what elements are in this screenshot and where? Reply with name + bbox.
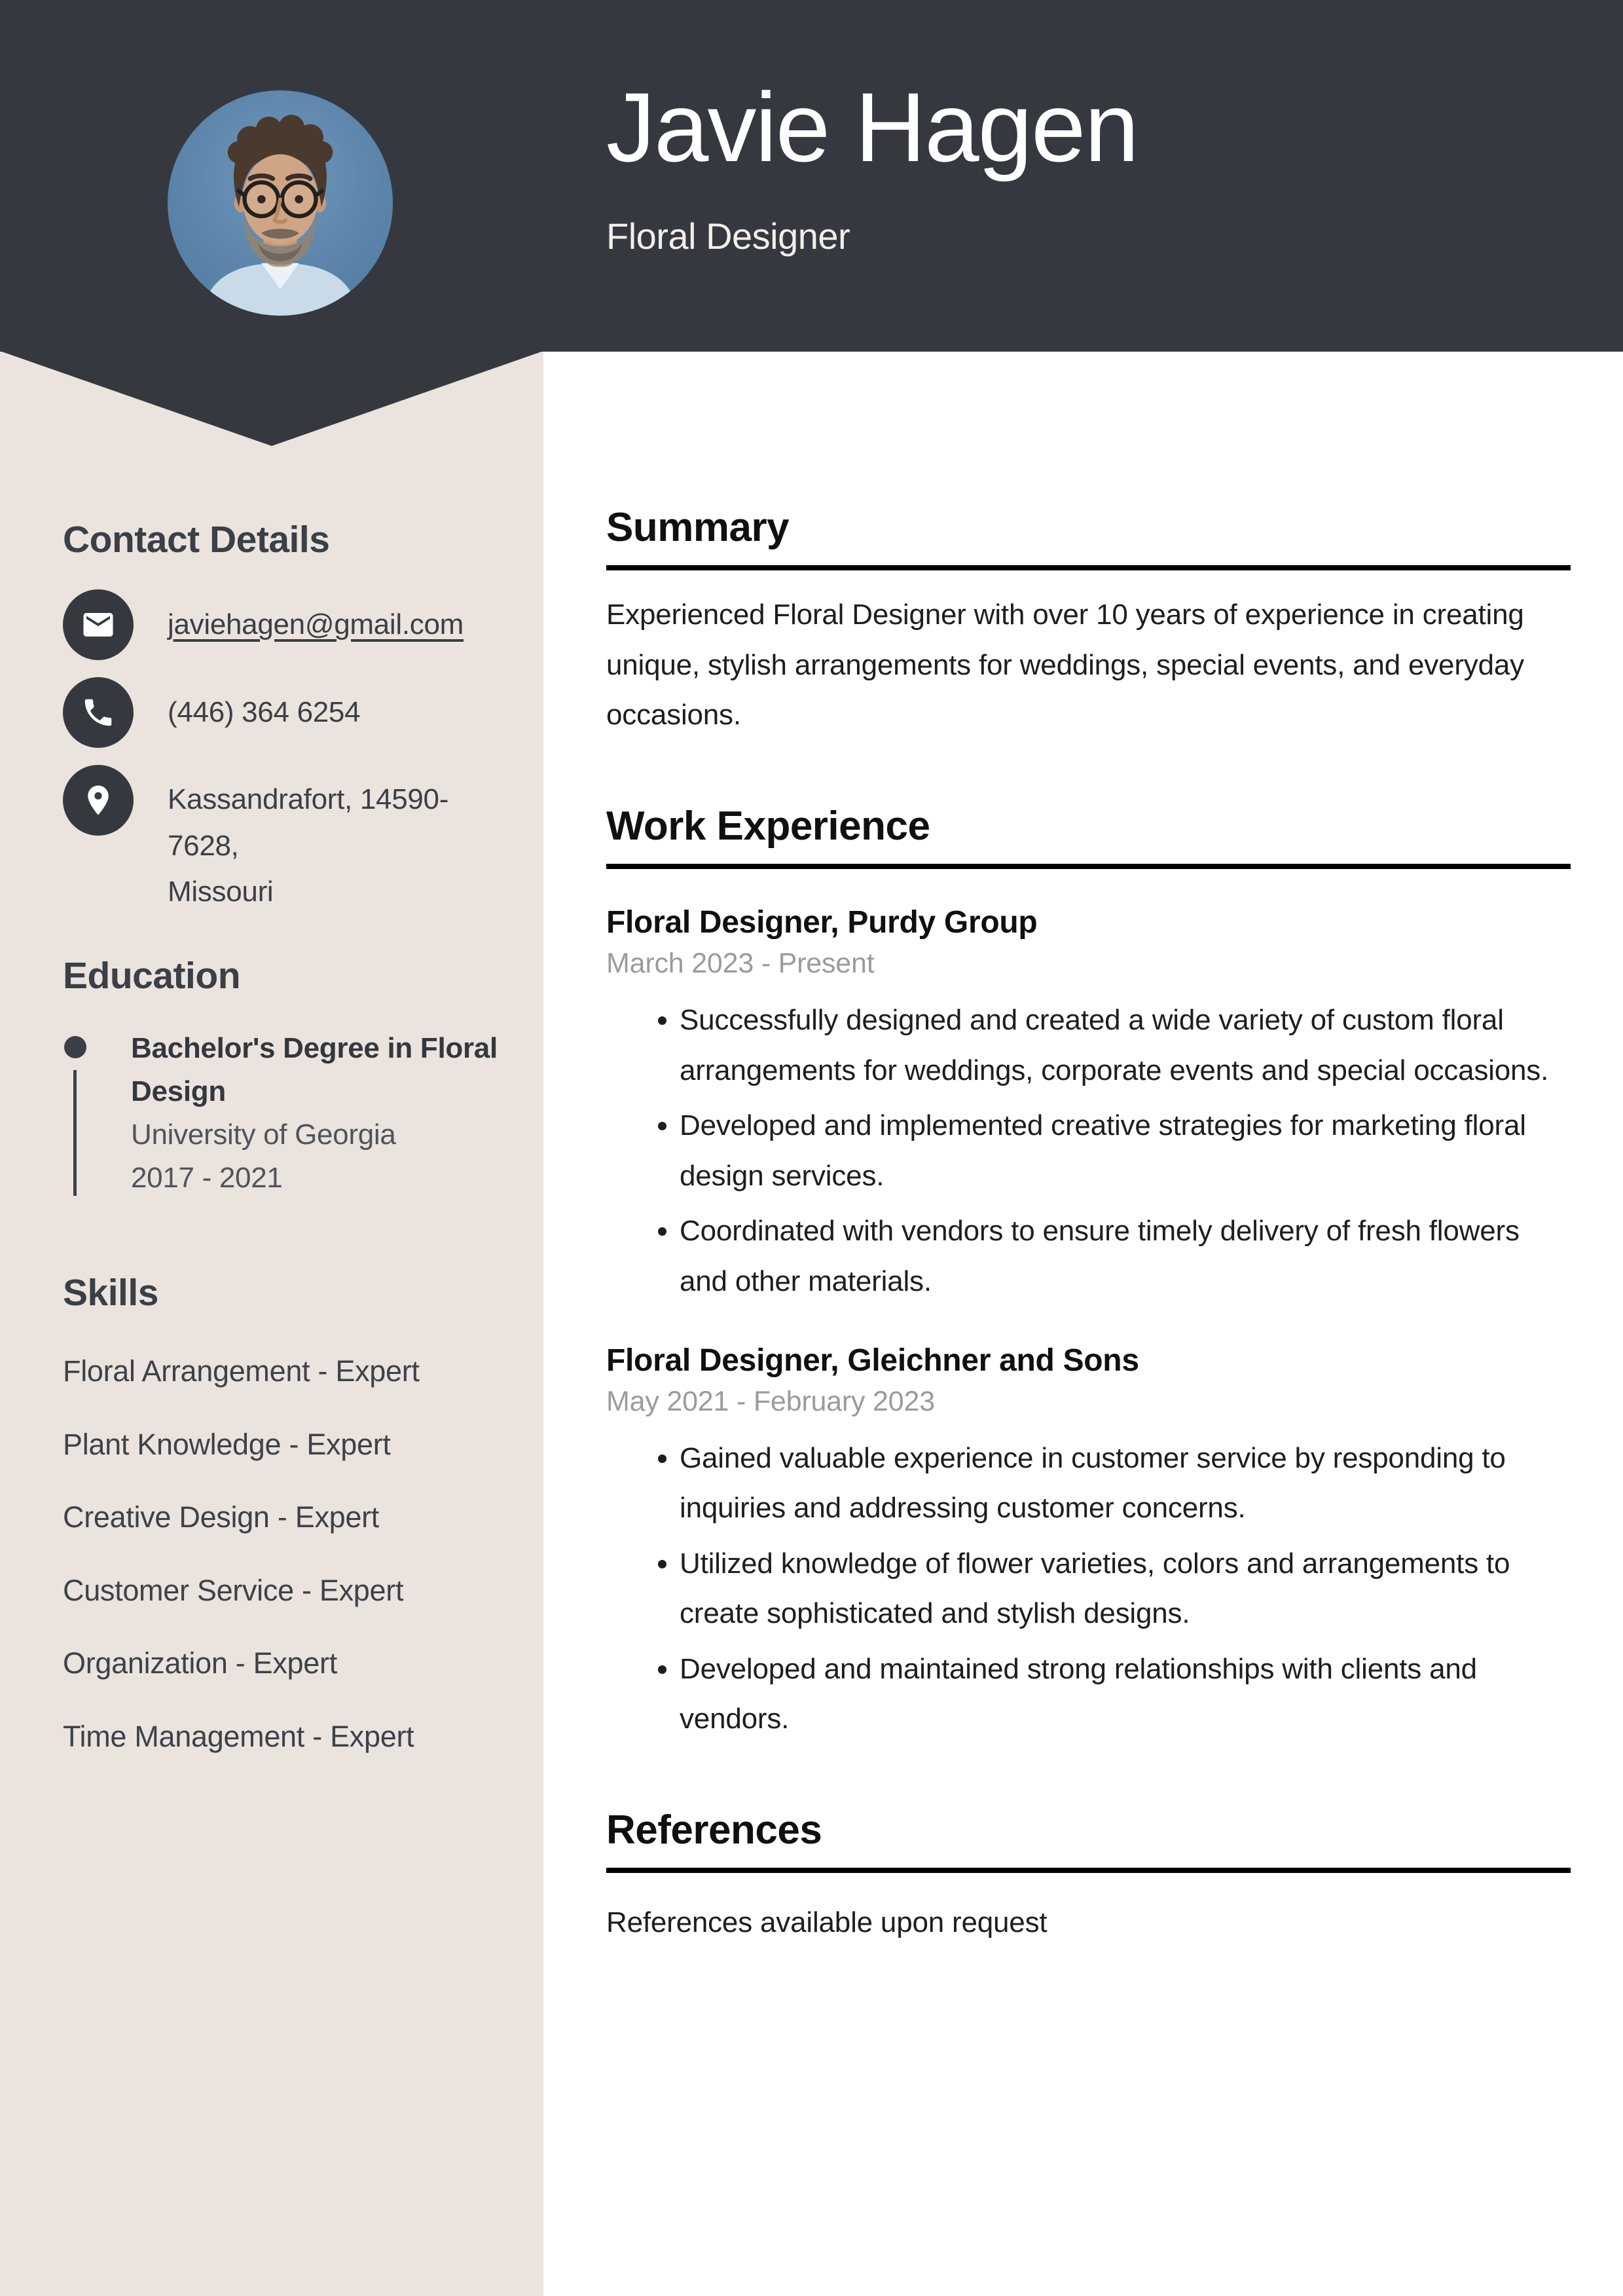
- skill-item: Creative Design - Expert: [63, 1500, 379, 1534]
- jobs-list: [606, 903, 1571, 1745]
- contact-address-row: [63, 765, 504, 915]
- job-bullet: • Utilized knowledge of flower varieties, colors and arrangements to create sophisticated and stylish designs.: [680, 1539, 1571, 1639]
- skills-list: [63, 1349, 504, 1758]
- contact-heading: Contact Details: [63, 519, 330, 561]
- job-dates: May 2021 - February 2023: [606, 1385, 935, 1417]
- education-section: [63, 954, 504, 1200]
- summary-text: Experienced Floral Designer with over 10 years of experience in creating unique, stylish arrangements for weddings, special events, and everyday occasions.: [606, 599, 1524, 731]
- contact-rows: [63, 589, 504, 915]
- identity-block: [606, 72, 1138, 257]
- skill-item: Time Management - Expert: [63, 1719, 414, 1753]
- summary-heading: Summary: [606, 504, 1571, 570]
- job-bullet: • Successfully designed and created a wide variety of custom floral arrangements for weddings, corporate events and special occasions.: [680, 995, 1571, 1096]
- skill-item: Organization - Expert: [63, 1646, 337, 1680]
- skills-heading: Skills: [63, 1271, 158, 1314]
- profile-photo: [168, 90, 393, 316]
- job-title: Floral Designer, Purdy Group: [606, 905, 1038, 940]
- references-text: References available upon request: [606, 1906, 1048, 1939]
- job-bullet: • Coordinated with vendors to ensure timely delivery of fresh flowers and other materials.: [680, 1206, 1571, 1306]
- job-title: Floral Designer, Gleichner and Sons: [606, 1342, 1139, 1378]
- contact-phone-row: [63, 677, 504, 748]
- skills-section: [63, 1270, 504, 1758]
- references-heading: References: [606, 1807, 1571, 1873]
- job-bullets: [606, 995, 1571, 1306]
- contact-email-row: [63, 589, 504, 660]
- school-name: University of Georgia: [131, 1118, 396, 1151]
- skill-item: Customer Service - Expert: [63, 1573, 404, 1607]
- address-line-1: Kassandrafort, 14590-7628,: [168, 783, 449, 862]
- contact-section: [63, 517, 504, 916]
- person-title: Floral Designer: [606, 215, 850, 257]
- experience-section: [606, 803, 1571, 1745]
- person-name: Javie Hagen: [606, 72, 1138, 182]
- phone-icon: [63, 677, 134, 748]
- skill-item: Floral Arrangement - Expert: [63, 1354, 420, 1388]
- address-value: [168, 765, 504, 915]
- phone-value: (446) 364 6254: [168, 696, 361, 729]
- education-heading: Education: [63, 954, 241, 997]
- references-section: [606, 1807, 1571, 1948]
- timeline-dot-icon: [64, 1036, 86, 1058]
- job-dates: March 2023 - Present: [606, 948, 875, 980]
- sidebar: [0, 352, 543, 2296]
- timeline-line: [73, 1070, 77, 1196]
- profile-photo-image: [168, 90, 393, 316]
- header-banner: [0, 0, 1623, 352]
- degree-title: Bachelor's Degree in Floral Design: [131, 1031, 498, 1107]
- job-bullet: • Gained valuable experience in customer service by responding to inquiries and addressing customer concerns.: [680, 1434, 1571, 1534]
- education-years: 2017 - 2021: [131, 1161, 283, 1194]
- email-icon: [63, 589, 134, 660]
- address-line-2: Missouri: [168, 876, 274, 908]
- location-icon: [63, 765, 134, 836]
- job-entry: [606, 903, 1571, 1306]
- job-entry: [606, 1341, 1571, 1745]
- job-bullet: • Developed and implemented creative strategies for marketing floral design services.: [680, 1101, 1571, 1201]
- email-link[interactable]: javiehagen@gmail.com: [168, 608, 464, 641]
- job-bullets: [606, 1434, 1571, 1745]
- skill-item: Plant Knowledge - Expert: [63, 1427, 391, 1461]
- experience-heading: Work Experience: [606, 803, 1571, 869]
- main-content: [543, 352, 1623, 2296]
- job-bullet: • Developed and maintained strong relationships with clients and vendors.: [680, 1644, 1571, 1745]
- summary-section: [606, 504, 1571, 741]
- education-entry: [63, 1027, 504, 1200]
